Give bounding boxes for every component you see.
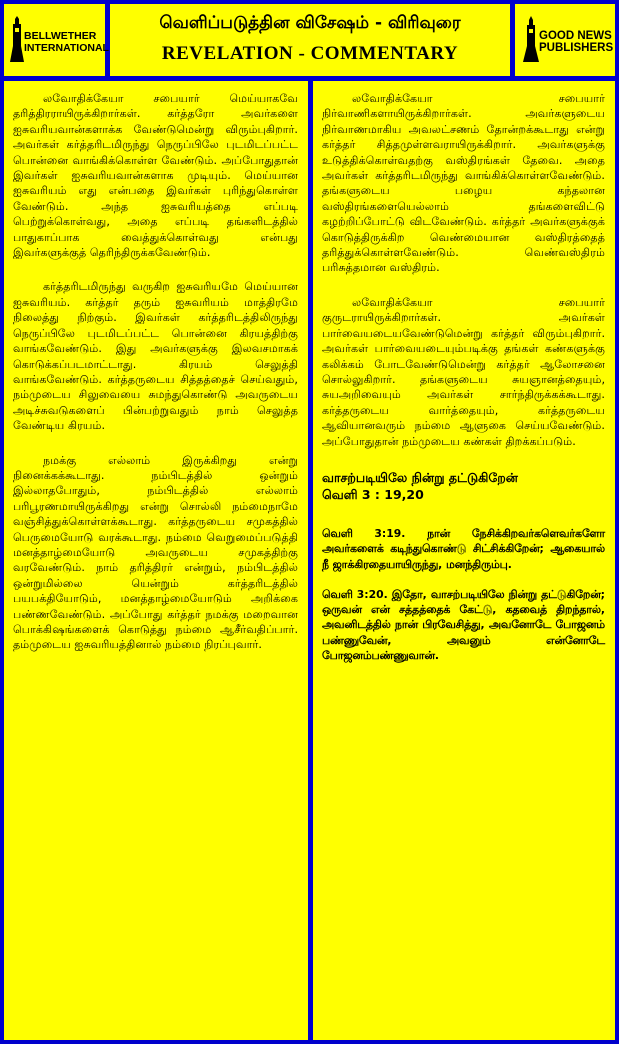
good-news-logo-icon: [523, 16, 539, 62]
publisher-logo-bellwether: [4, 4, 109, 76]
page-title-tamil: வெளிப்படுத்தின விசேஷம் - விரிவுரை: [159, 13, 461, 33]
section-heading-reference: வெளி 3 : 19,20: [322, 486, 424, 502]
good-news-logo-text: [539, 30, 613, 54]
logo-line: BELLWETHER: [24, 30, 97, 42]
paragraph: லவோதிக்கேயா சபையார் குருடராயிருக்கிறார்கள். அவர்கள் பார்வையடையவேண்டுமென்று கர்த்தர் விரும்புகிறார். அவர்கள் பார்வையடையும்படிக்கு தங்கள் கண்களுக்கு கலிக்கம் போடவேண்டுமென்று கர்த்தர் ஆலோசனை சொல்லுகிறார். தங்களுடைய சுயஞானத்தையும், சுயஅறிவையும் அவர்கள் சார்ந்திருக்கக்கூடாது. கர்த்தருடைய வார்த்தையும், கர்த்தருடைய ஆவியானவரும் நம்மை ஆளுகை செய்யவேண்டும். அப்போதுதான் நம்முடைய கண்கள் திறக்கப்படும்.: [322, 295, 605, 448]
page-title-english: REVELATION - COMMENTARY: [161, 43, 459, 64]
bible-verse: வெளி 3:20. இதோ, வாசற்படியிலே நின்று தட்டுகிறேன்; ஒருவன் என் சத்தத்தைக் கேட்டு, கதவைத் திறந்தால், அவனிடத்தில் நான் பிரவேசித்து, அவனோடே போஜனம் பண்ணுவேன், அவனும் என்னோடே போஜனம்பண்ணுவான்.: [322, 587, 605, 663]
bellwether-logo-text: [24, 30, 109, 54]
logo-line: PUBLISHERS: [539, 42, 614, 54]
bible-verse: வெளி 3:19. நான் நேசிக்கிறவர்களெவர்களோ அவர்களைக் கடிந்துகொண்டு சிட்சிக்கிறேன்; ஆகையால் நீ ஜாக்கிரதையாயிருந்து, மனந்திரும்பு.: [322, 526, 605, 571]
logo-line: INTERNATIONAL: [24, 42, 109, 54]
logo-line: GOOD NEWS: [539, 30, 612, 42]
paragraph: லவோதிக்கேயா சபையார் மெய்யாகவே தரித்திரராயிருக்கிறார்கள். கர்த்தரோ அவர்களை ஐசுவரியவான்களாக்க வேண்டுமென்று விரும்புகிறார். அவர்கள் கர்த்தரிடமிருந்து நெருப்பிலே புடமிடப்பட்ட பொன்னை வாங்கிக்கொள்ள வேண்டும். அப்போதுதான் இவர்கள் ஐசுவரியவான்களாக முடியும். மெய்யான ஐசுவரியம் எது என்பதை இவர்கள் புரிந்துகொள்ள வேண்டும். அந்த ஐசுவரியத்தை எப்படி பெற்றுக்கொள்வது, அதை எப்படி தங்களிடத்தில் பாதுகாப்பாக வைத்துக்கொள்வது என்பது இவர்களுக்குத் தெரிந்திருக்கவேண்டும்.: [13, 92, 298, 260]
publisher-logo-good-news: [515, 4, 615, 76]
paragraph: நமக்கு எல்லாம் இருக்கிறது என்று நினைக்கக்கூடாது. நம்பிடத்தில் ஒன்றும் இல்லாதபோதும், நம்பிடத்தில் எல்லாம் பரிபூரணமாயிருக்கிறது என்று சொல்லி நம்மைநாமே வஞ்சித்துக்கொள்ளக்கூடாது. கர்த்தருடைய சமுகத்தில் பெருமையோடு வரக்கூடாது. நம்மை வெறுமைப்படுத்தி மனத்தாழ்மையோடு அவருடைய சமுகத்திற்கு வரவேண்டும். நாம் தரித்திரர் என்றும், நம்பிடத்தில் ஒன்றுமில்லை யென்றும் கர்த்தரிடத்தில் பயபக்தியோடும், மனத்தாழ்மையோடும் அறிக்கை பண்ணவேண்டும். அப்போது கர்த்தர் நமக்கு மறைவான பொக்கிஷங்களைக் கொடுத்து நம்மை ஆசீர்வதிப்பார். தம்முடைய ஐசுவரியத்தினால் நம்மை நிரப்புவார்.: [13, 453, 298, 652]
paragraph: லவோதிக்கேயா சபையார் நிர்வாணிகளாயிருக்கிறார்கள். அவர்களுடைய நிர்வாணமாகிய அவலட்சணம் தோன்றக்கூடாது என்று கர்த்தர் சித்தமுள்ளவராயிருக்கிறார். அவர்களுக்கு உடுத்திக்கொள்வதற்கு வஸ்திரங்கள் தேவை. அதை அவர்கள் கர்த்தரிடமிருந்து வாங்கிக்கொள்ளவேண்டும். தங்களுடைய பழைய கந்தலான வஸ்திரங்களையெல்லாம் தங்களைவிட்டு கழற்றிப்போட்டு விடவேண்டும். கர்த்தர் அவர்களுக்குக் கொடுத்திருக்கிற வெண்மையான வஸ்திரத்தைத் தரித்துக்கொள்ளவேண்டும். வெண்வஸ்திரம் பரிசுத்தமான வஸ்திரம்.: [322, 92, 605, 275]
section-heading: [322, 469, 605, 503]
section-heading-title: வாசற்படியிலே நின்று தட்டுகிறேன்: [322, 469, 518, 485]
page-header: [110, 4, 510, 76]
right-column: [313, 81, 615, 1040]
bellwether-logo-icon: [10, 16, 24, 62]
left-column: [4, 81, 308, 1040]
paragraph: கர்த்தரிடமிருந்து வருகிற ஐசுவரியமே மெய்யான ஐசுவரியம். கர்த்தர் தரும் ஐசுவரியம் மாத்திரமே நிலைத்து நிற்கும். இவர்கள் கர்த்தரிடத்திலிருந்து நெருப்பிலே புடமிடப்பட்ட பொன்னை கிரயத்திற்கு வாங்கவேண்டும். இது அவர்களுக்கு இலவசமாகக் கொடுக்கப்படமாட்டாது. கிரயம் செலுத்தி வாங்கவேண்டும். கர்த்தருடைய சித்தத்தைச் செய்வதும், நம்முடைய சிலுவையை சுமந்துகொண்டு அவருடைய அடிச்சுவடுகளைப் பின்பற்றுவதும் நாம் செலுத்த வேண்டிய கிரயம்.: [13, 280, 298, 433]
